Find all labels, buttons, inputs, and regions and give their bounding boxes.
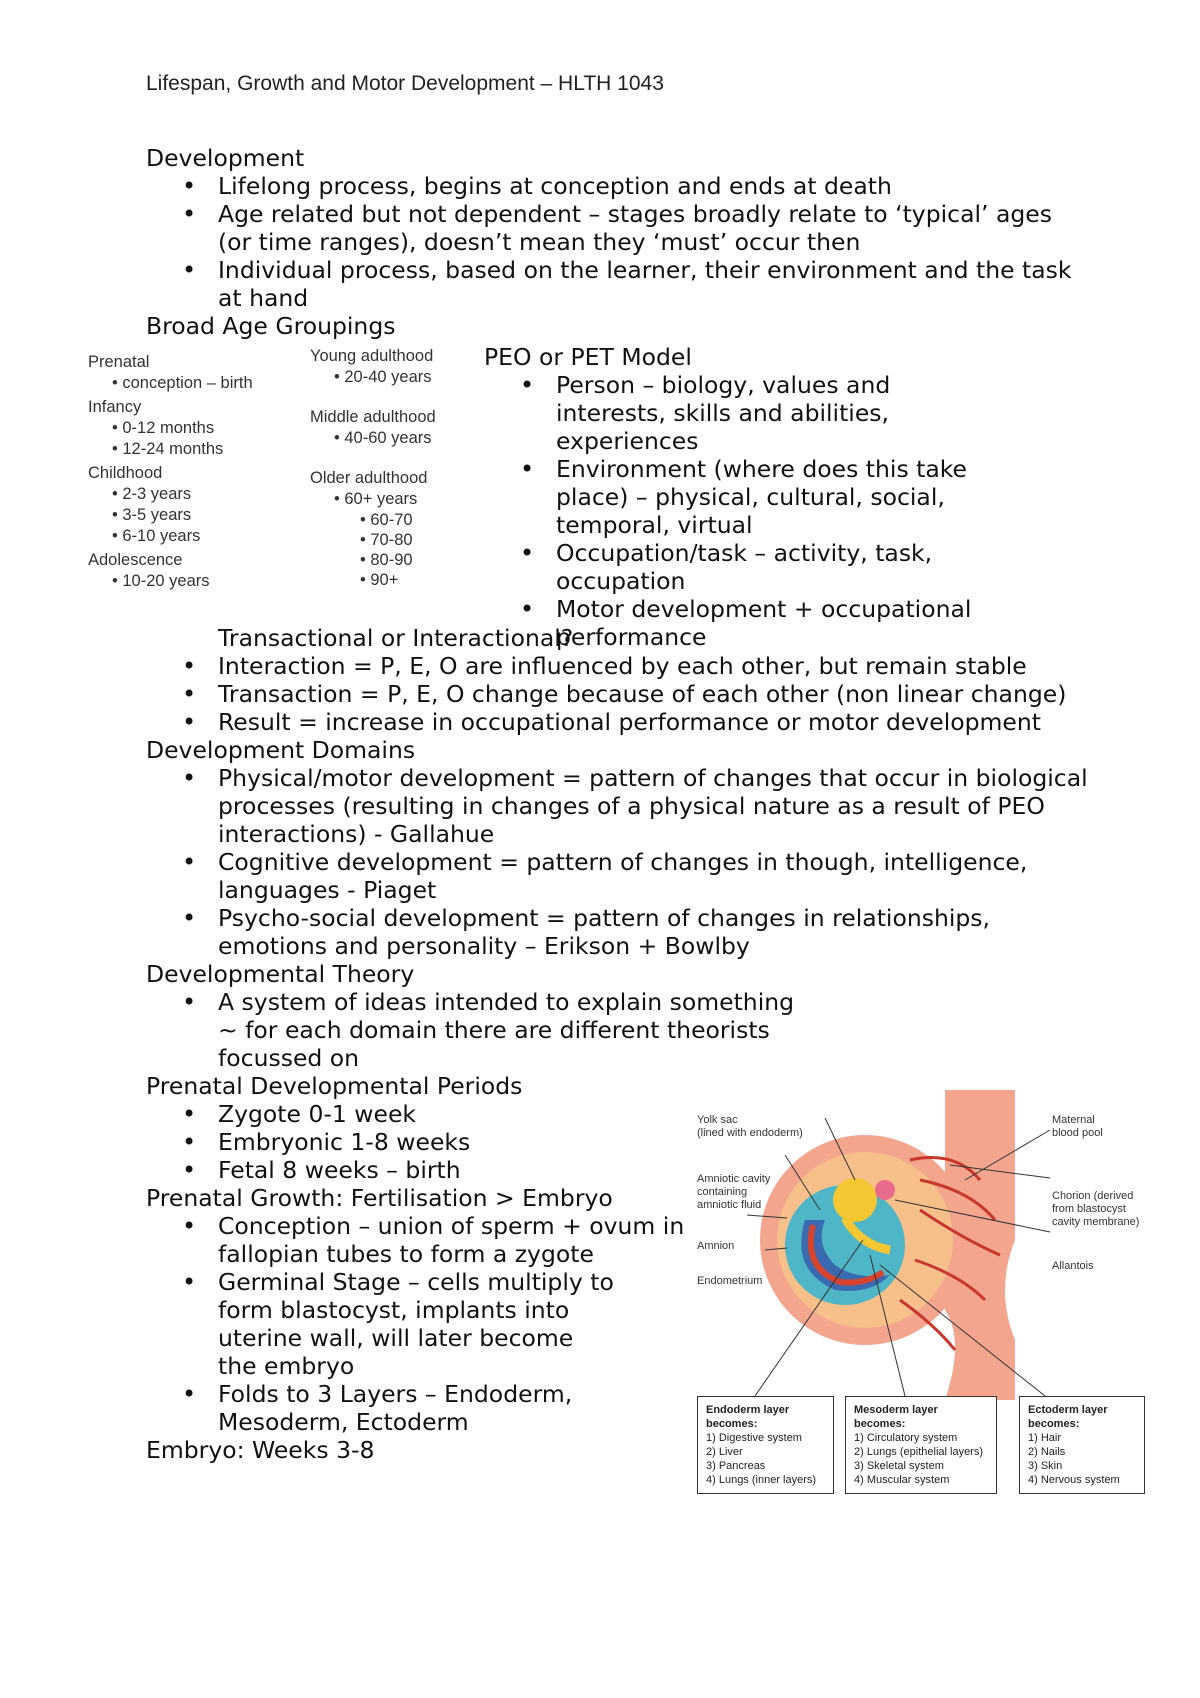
- list-item: • Folds to 3 Layers – Endoderm, Mesoderm, Ectoderm: [146, 1380, 618, 1436]
- age-item: • 90+: [360, 571, 399, 589]
- age-item: • 80-90: [360, 551, 413, 569]
- list-item: • A system of ideas intended to explain something ~ for each domain there are different theorists focussed on: [146, 988, 818, 1072]
- list-item: • Germinal Stage – cells multiply to form blastocyst, implants into uterine wall, will later become the embryo: [146, 1268, 618, 1380]
- endoderm-box: Endoderm layer becomes: 1) Digestive system 2) Liver 3) Pancreas 4) Lungs (inner layers): [697, 1396, 834, 1494]
- age-item: • 6-10 years: [112, 527, 201, 545]
- domains-list: [146, 764, 1091, 960]
- age-item: • 20-40 years: [334, 368, 432, 386]
- age-group-title: Older adulthood: [310, 469, 428, 487]
- age-item: • 70-80: [360, 531, 413, 549]
- list-item: • Embryonic 1-8 weeks: [146, 1128, 666, 1156]
- domains-heading: Development Domains: [146, 736, 416, 764]
- label-allantois: Allantois: [1052, 1260, 1094, 1272]
- age-item: • 10-20 years: [112, 572, 210, 590]
- development-list: [146, 172, 1076, 312]
- list-item: • Age related but not dependent – stages broadly relate to ‘typical’ ages (or time ranges), doesn’t mean they ‘must’ occur then: [146, 200, 1076, 256]
- age-group-title: Childhood: [88, 464, 163, 482]
- age-groups-left: [88, 352, 253, 592]
- allantois: [875, 1180, 895, 1200]
- list-item: • Occupation/task – activity, task, occupation: [484, 539, 1004, 595]
- yolk-sac: [833, 1178, 877, 1222]
- ectoderm-box: Ectoderm layer becomes: 1) Hair 2) Nails 3) Skin 4) Nervous system: [1019, 1396, 1145, 1494]
- age-group-title: Middle adulthood: [310, 408, 436, 426]
- list-item: • Interaction = P, E, O are influenced by each other, but remain stable: [146, 652, 1091, 680]
- age-group-title: Young adulthood: [310, 347, 434, 365]
- peo-list: [484, 371, 1004, 651]
- periods-heading: Prenatal Developmental Periods: [146, 1072, 523, 1100]
- list-item: • Transaction = P, E, O change because of each other (non linear change): [146, 680, 1091, 708]
- transactional-heading: Transactional or Interactional?: [218, 624, 574, 652]
- age-group-title: Prenatal: [88, 353, 150, 371]
- list-item: • Environment (where does this take place) – physical, cultural, social, temporal, virtual: [484, 455, 1004, 539]
- age-group-title: Infancy: [88, 398, 142, 416]
- theory-list: [146, 988, 1091, 1072]
- growth-heading: Prenatal Growth: Fertilisation > Embryo: [146, 1184, 613, 1212]
- label-chorion: Chorion (derived from blastocyst cavity membrane): [1052, 1190, 1140, 1228]
- label-endometrium: Endometrium: [697, 1275, 763, 1287]
- age-item: • 2-3 years: [112, 485, 192, 503]
- age-group-title: Adolescence: [88, 551, 183, 569]
- age-item: • 3-5 years: [112, 506, 192, 524]
- list-item: • Individual process, based on the learner, their environment and the task at hand: [146, 256, 1076, 312]
- list-item: • Zygote 0-1 week: [146, 1100, 666, 1128]
- list-item: • Physical/motor development = pattern of changes that occur in biological processes (resulting in changes of a physical nature as a result of PEO interactions) - Gallahue: [146, 764, 1091, 848]
- document-header: Lifespan, Growth and Motor Development – HLTH 1043: [146, 72, 664, 95]
- theory-heading: Developmental Theory: [146, 960, 415, 988]
- growth-list: [146, 1212, 686, 1436]
- development-heading: Development: [146, 144, 305, 172]
- list-item: • Lifelong process, begins at conception and ends at death: [146, 172, 1076, 200]
- list-item: • Conception – union of sperm + ovum in fallopian tubes to form a zygote: [146, 1212, 686, 1268]
- label-maternal-blood-pool: Maternal blood pool: [1052, 1114, 1103, 1139]
- list-item: • Fetal 8 weeks – birth: [146, 1156, 666, 1184]
- list-item: • Result = increase in occupational performance or motor development: [146, 708, 1091, 736]
- mesoderm-box: Mesoderm layer becomes: 1) Circulatory system 2) Lungs (epithelial layers) 3) Skeletal system 4) Muscular system: [845, 1396, 997, 1494]
- transactional-list: [146, 652, 1091, 736]
- label-yolk-sac: Yolk sac (lined with endoderm): [697, 1114, 803, 1139]
- list-item: • Psycho-social development = pattern of changes in relationships, emotions and personality – Erikson + Bowlby: [146, 904, 1091, 960]
- age-item: • 40-60 years: [334, 429, 432, 447]
- list-item: • Cognitive development = pattern of changes in though, intelligence, languages - Piaget: [146, 848, 1091, 904]
- label-amniotic-cavity: Amniotic cavity containing amniotic fluid: [697, 1173, 771, 1211]
- list-item: • Person – biology, values and interests, skills and abilities, experiences: [484, 371, 1004, 455]
- broad-age-heading: Broad Age Groupings: [146, 312, 396, 340]
- peo-section: [484, 343, 1044, 651]
- list-item: • Motor development + occupational performance: [484, 595, 1004, 651]
- development-section: [146, 144, 1146, 340]
- label-amnion: Amnion: [697, 1240, 735, 1252]
- age-groups-right: [310, 346, 436, 590]
- age-item: • conception – birth: [112, 374, 253, 392]
- age-item: • 12-24 months: [112, 440, 224, 458]
- age-item: • 0-12 months: [112, 419, 215, 437]
- periods-list: [146, 1100, 666, 1184]
- age-item: • 60-70: [360, 511, 413, 529]
- embryo-heading: Embryo: Weeks 3-8: [146, 1436, 375, 1464]
- peo-heading: PEO or PET Model: [484, 343, 692, 371]
- age-item: • 60+ years: [334, 490, 418, 508]
